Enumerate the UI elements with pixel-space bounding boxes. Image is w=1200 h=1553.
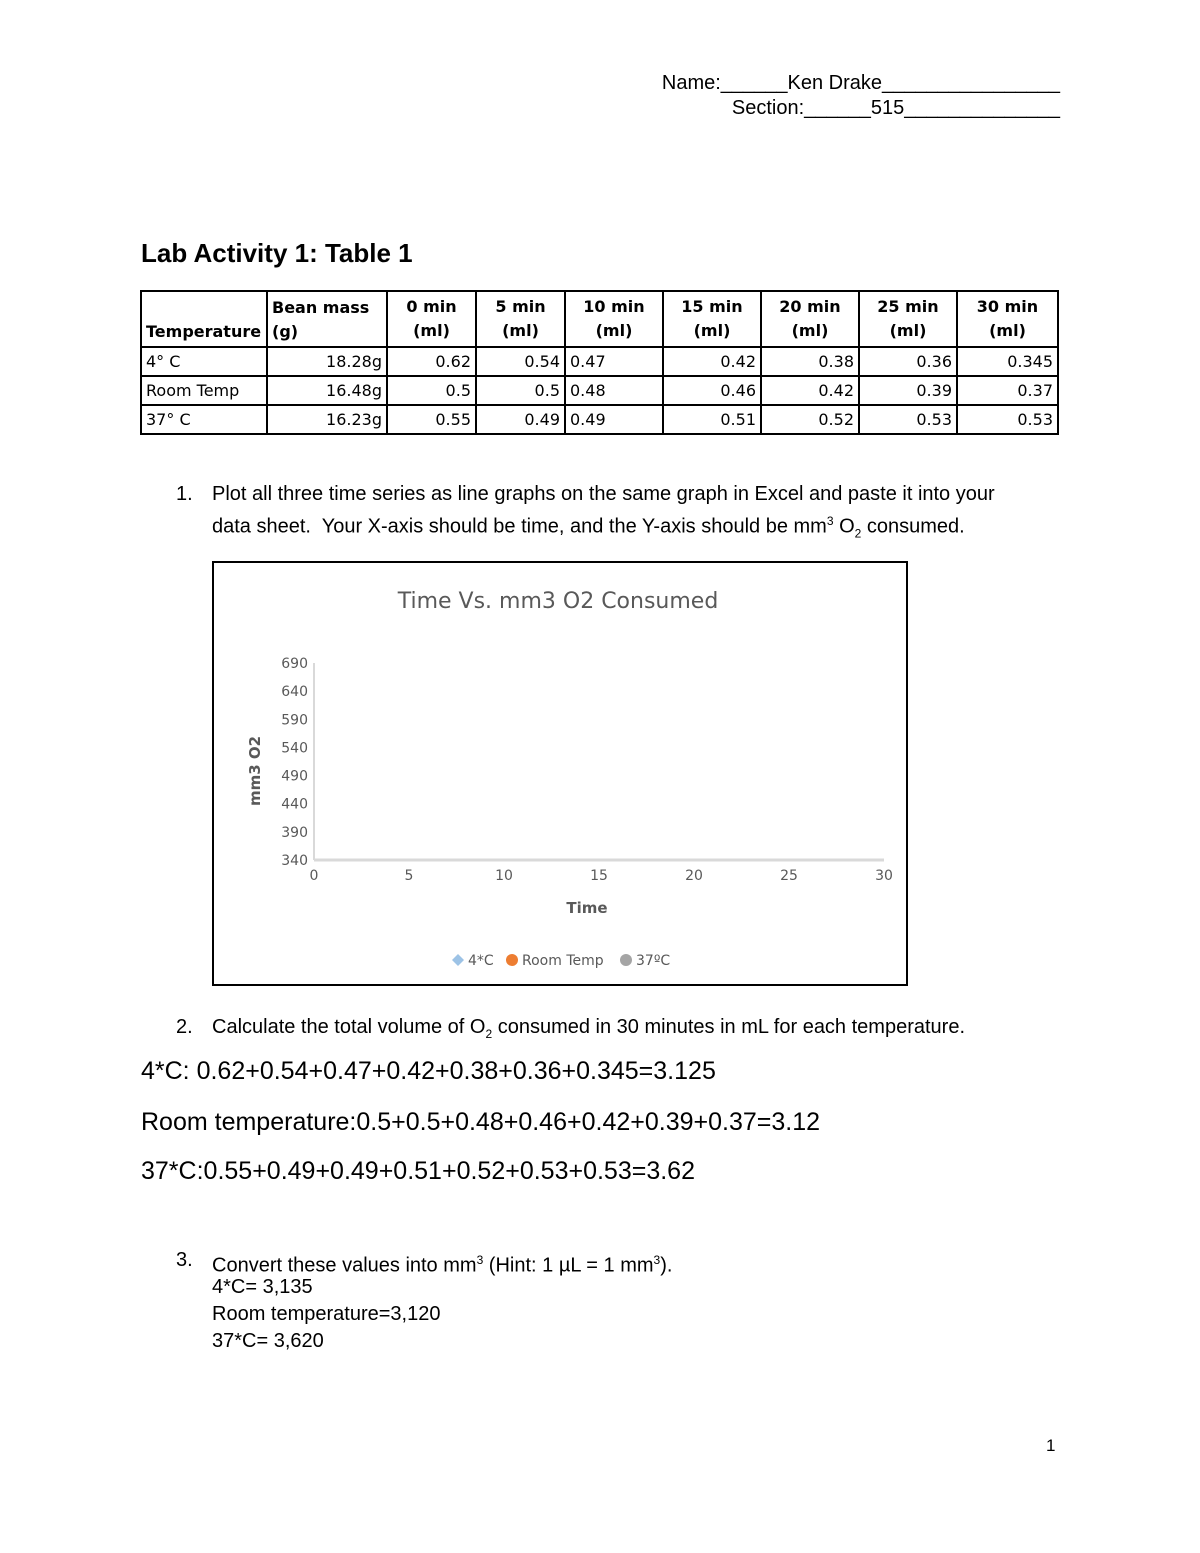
conversion-answer: 4*C= 3,135 — [212, 1276, 313, 1298]
legend-marker-diamond — [452, 954, 464, 966]
question-number: 3. — [176, 1249, 193, 1271]
table-cell: 37° C — [141, 405, 267, 434]
conversion-answer: Room temperature=3,120 — [212, 1303, 441, 1325]
table-cell: 0.55 — [387, 405, 476, 434]
table-cell: 0.36 — [859, 347, 957, 376]
chart-ticks — [281, 656, 893, 884]
table-cell: Room Temp — [141, 376, 267, 405]
table-row — [141, 347, 1058, 376]
table-cell: 0.48 — [565, 376, 663, 405]
legend-label: 37ºC — [636, 953, 671, 969]
header-cell: Bean mass (g) — [267, 291, 387, 347]
question-text-line2: data sheet. Your X-axis should be time, and the Y-axis should be $mm^3$ $O_2$ consumed. — [212, 514, 965, 541]
x-tick-label: 0 — [309, 868, 319, 884]
table-cell: 0.51 — [663, 405, 761, 434]
table-cell: 0.49 — [476, 405, 565, 434]
y-tick-label: 540 — [281, 740, 308, 757]
y-tick-label: 590 — [281, 712, 308, 729]
header-cell: 20 min (ml) — [761, 291, 859, 347]
legend-marker-circle — [620, 954, 632, 966]
question-text: Calculate the total volume of $O_2$ consumed in 30 minutes in mL for each temperature. — [212, 1016, 966, 1041]
table-cell: 0.42 — [663, 347, 761, 376]
chart-frame — [212, 561, 908, 986]
name-line: Name:______Ken Drake________________ — [661, 72, 1060, 94]
x-tick-label: 15 — [590, 868, 608, 884]
table-cell: 0.46 — [663, 376, 761, 405]
x-tick-label: 10 — [495, 868, 513, 884]
legend-label: 4*C — [468, 953, 494, 969]
table-row — [141, 405, 1058, 434]
table-cell: 0.38 — [761, 347, 859, 376]
page-number: 1 — [1046, 1436, 1056, 1455]
x-axis-label: Time — [566, 899, 608, 917]
table-cell: 0.345 — [957, 347, 1058, 376]
data-table — [140, 290, 1059, 435]
table-cell: 0.37 — [957, 376, 1058, 405]
table-header-row — [141, 291, 1058, 347]
y-tick-label: 440 — [281, 796, 308, 813]
table-row — [141, 376, 1058, 405]
x-tick-label: 5 — [404, 868, 414, 884]
table-cell: 0.52 — [761, 405, 859, 434]
table-cell: 0.53 — [957, 405, 1058, 434]
y-tick-label: 340 — [281, 853, 308, 869]
conversion-answer: 37*C= 3,620 — [212, 1330, 324, 1352]
table-cell: 4° C — [141, 347, 267, 376]
chart-axes — [314, 663, 884, 860]
chart-title: Time Vs. mm3 O2 Consumed — [397, 589, 719, 614]
page-title: Lab Activity 1: Table 1 — [141, 238, 413, 268]
section-line: Section:______515______________ — [731, 97, 1060, 119]
answer-room-temp: Room temperature:0.5+0.5+0.48+0.46+0.42+0.39+0.37=3.12 — [141, 1108, 821, 1136]
question-text: Convert these values into $mm^3$ (Hint: 1 µL = 1 $mm^3$). — [212, 1253, 673, 1277]
y-tick-label: 640 — [281, 684, 308, 701]
table-cell: 0.39 — [859, 376, 957, 405]
table-cell: 18.28g — [267, 347, 387, 376]
chart-legend — [452, 953, 670, 969]
table-cell: 0.62 — [387, 347, 476, 376]
header-cell: 10 min (ml) — [565, 291, 663, 347]
table-cell: 16.48g — [267, 376, 387, 405]
legend-label: Room Temp — [522, 953, 604, 969]
line-chart — [214, 563, 906, 984]
legend-marker-circle — [506, 954, 518, 966]
x-tick-label: 25 — [780, 868, 798, 884]
header-cell: 0 min (ml) — [387, 291, 476, 347]
question-number: 1. — [176, 483, 193, 505]
x-tick-label: 30 — [875, 868, 893, 884]
table-cell: 0.42 — [761, 376, 859, 405]
header-cell: Temperature — [141, 291, 267, 347]
table-cell: 0.5 — [476, 376, 565, 405]
question-text: Plot all three time series as line graphs on the same graph in Excel and paste it into your — [212, 483, 995, 505]
header-cell: 30 min (ml) — [957, 291, 1058, 347]
y-tick-label: 490 — [281, 768, 308, 785]
header-cell: 15 min (ml) — [663, 291, 761, 347]
x-tick-label: 20 — [685, 868, 703, 884]
y-axis-label: mm3 O2 — [246, 735, 264, 807]
table-cell: 0.47 — [565, 347, 663, 376]
y-tick-label: 390 — [281, 824, 308, 841]
answer-37c: 37*C:0.55+0.49+0.49+0.51+0.52+0.53+0.53=3.62 — [141, 1157, 695, 1185]
y-tick-label: 690 — [281, 656, 308, 672]
table-cell: 0.49 — [565, 405, 663, 434]
table-cell: 16.23g — [267, 405, 387, 434]
answer-4c: 4*C: 0.62+0.54+0.47+0.42+0.38+0.36+0.345=3.125 — [141, 1057, 716, 1085]
question-number: 2. — [176, 1016, 193, 1038]
header-cell: 25 min (ml) — [859, 291, 957, 347]
table-cell: 0.54 — [476, 347, 565, 376]
header-cell: 5 min (ml) — [476, 291, 565, 347]
table-cell: 0.5 — [387, 376, 476, 405]
table-cell: 0.53 — [859, 405, 957, 434]
